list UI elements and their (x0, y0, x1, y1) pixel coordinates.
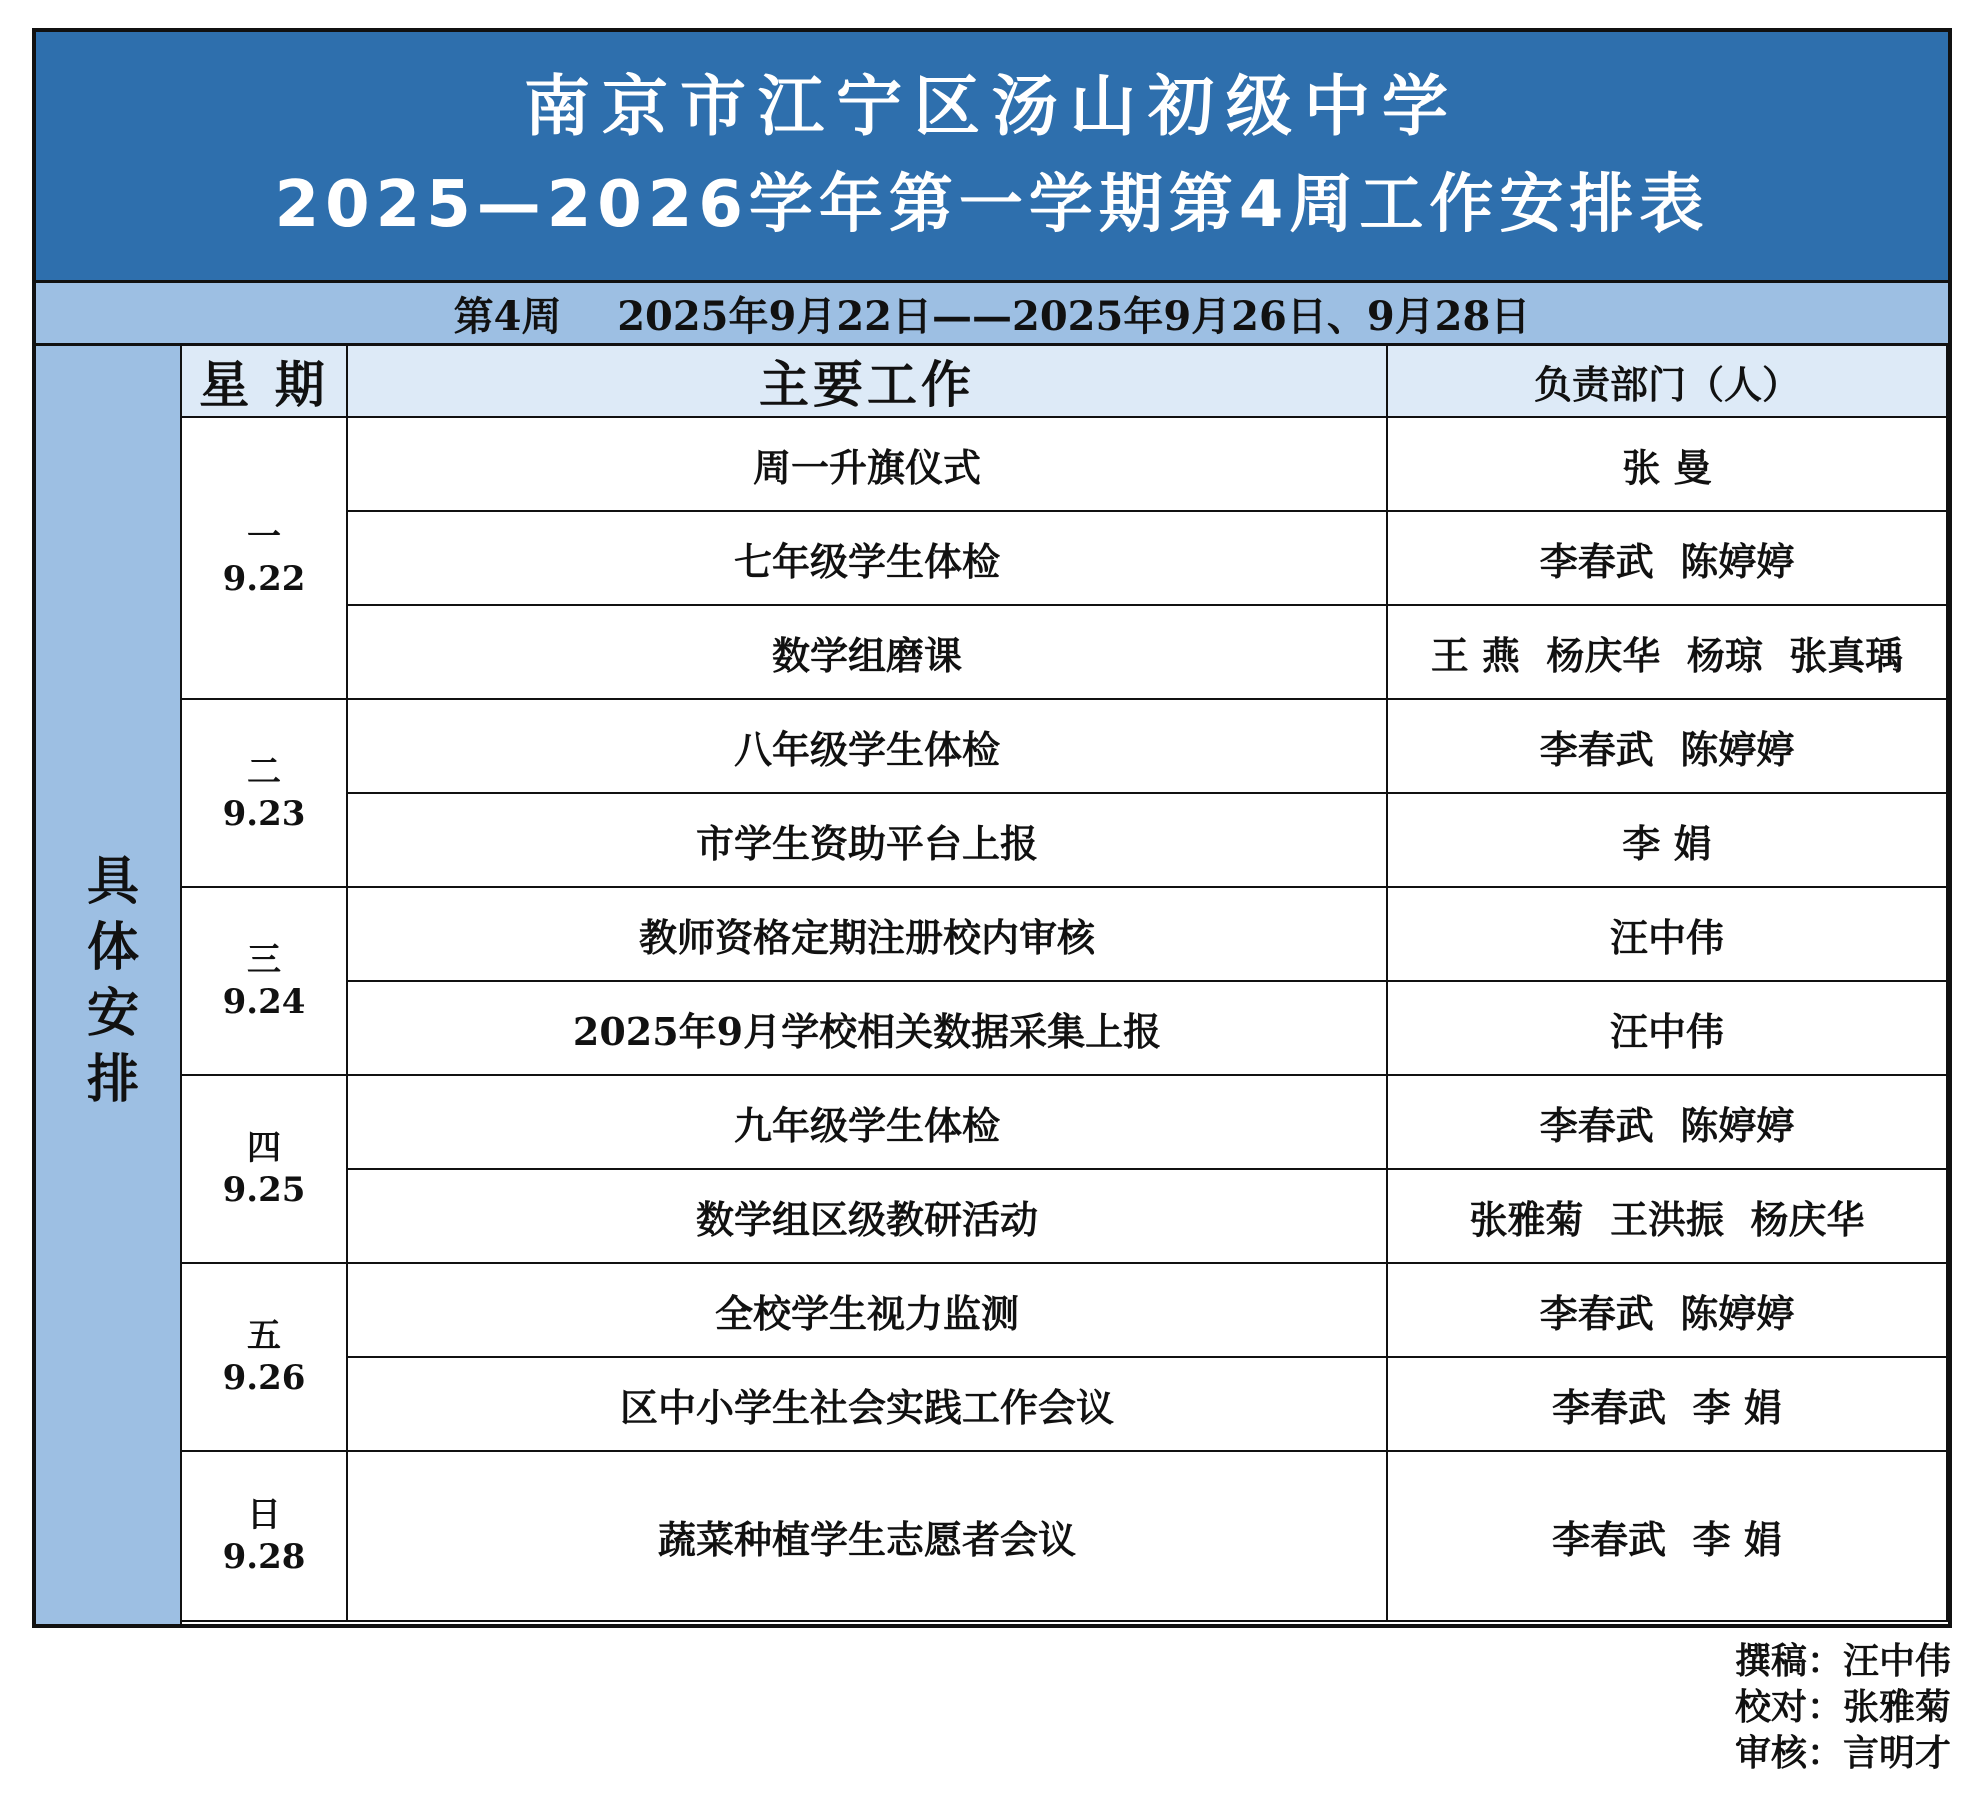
day-cell (182, 1076, 348, 1264)
day-cell (182, 700, 348, 888)
responsible-cell: 汪中伟 (1388, 888, 1948, 982)
date-label: 9.25 (222, 1170, 306, 1210)
responsible-cell: 李春武 陈婷婷 (1388, 700, 1948, 794)
date-label: 9.26 (222, 1358, 306, 1398)
task-cell: 蔬菜种植学生志愿者会议 (348, 1452, 1388, 1622)
task-cell: 八年级学生体检 (348, 700, 1388, 794)
responsible-cell: 李春武 陈婷婷 (1388, 1076, 1948, 1170)
task-cell: 区中小学生社会实践工作会议 (348, 1358, 1388, 1452)
task-cell: 七年级学生体检 (348, 512, 1388, 606)
reviewed-by: 审核：言明才 (1734, 1732, 1951, 1774)
side-label: 具体安排 (77, 853, 139, 1117)
weekday-label: 四 (247, 1128, 281, 1168)
proofread-by: 校对：张雅菊 (1734, 1686, 1951, 1728)
schedule-title: 2025—2026学年第一学期第4周工作安排表 (274, 168, 1710, 242)
task-cell: 数学组区级教研活动 (348, 1170, 1388, 1264)
day-cell (182, 418, 348, 700)
task-cell: 周一升旗仪式 (348, 418, 1388, 512)
responsible-cell: 李春武 李 娟 (1388, 1452, 1948, 1622)
weekday-label: 三 (247, 940, 281, 980)
header-task: 主要工作 (348, 346, 1388, 418)
day-cell (182, 1264, 348, 1452)
schedule-sheet (32, 28, 1952, 1628)
responsible-cell: 李春武 李 娟 (1388, 1358, 1948, 1452)
weekday-label: 日 (247, 1495, 281, 1535)
responsible-cell: 李春武 陈婷婷 (1388, 512, 1948, 606)
drafted-by: 撰稿：汪中伟 (1734, 1640, 1951, 1682)
responsible-cell: 张 曼 (1388, 418, 1948, 512)
weekday-label: 五 (247, 1316, 281, 1356)
date-label: 9.23 (222, 794, 306, 834)
responsible-cell: 张雅菊 王洪振 杨庆华 (1388, 1170, 1948, 1264)
weekday-label: 二 (247, 752, 281, 792)
responsible-cell: 王 燕 杨庆华 杨琼 张真瑀 (1388, 606, 1948, 700)
school-name-title: 南京市江宁区汤山初级中学 (524, 68, 1460, 145)
side-label-column (36, 346, 182, 1624)
responsible-cell: 李春武 陈婷婷 (1388, 1264, 1948, 1358)
task-cell: 2025年9月学校相关数据采集上报 (348, 982, 1388, 1076)
header-day: 星 期 (182, 346, 348, 418)
responsible-cell: 李 娟 (1388, 794, 1948, 888)
weekday-label: 一 (247, 517, 281, 557)
responsible-cell: 汪中伟 (1388, 982, 1948, 1076)
day-cell (182, 888, 348, 1076)
date-label: 9.28 (222, 1537, 306, 1577)
task-cell: 九年级学生体检 (348, 1076, 1388, 1170)
header-responsible: 负责部门（人） (1388, 346, 1948, 418)
day-cell (182, 1452, 348, 1622)
task-cell: 市学生资助平台上报 (348, 794, 1388, 888)
date-label: 9.22 (222, 559, 306, 599)
task-cell: 数学组磨课 (348, 606, 1388, 700)
week-range-banner: 第4周 2025年9月22日——2025年9月26日、9月28日 (36, 280, 1948, 346)
signoff-block (1735, 1638, 1951, 1776)
schedule-table (182, 346, 1948, 1624)
task-cell: 全校学生视力监测 (348, 1264, 1388, 1358)
task-cell: 教师资格定期注册校内审核 (348, 888, 1388, 982)
title-banner (36, 32, 1948, 280)
date-label: 9.24 (222, 982, 306, 1022)
